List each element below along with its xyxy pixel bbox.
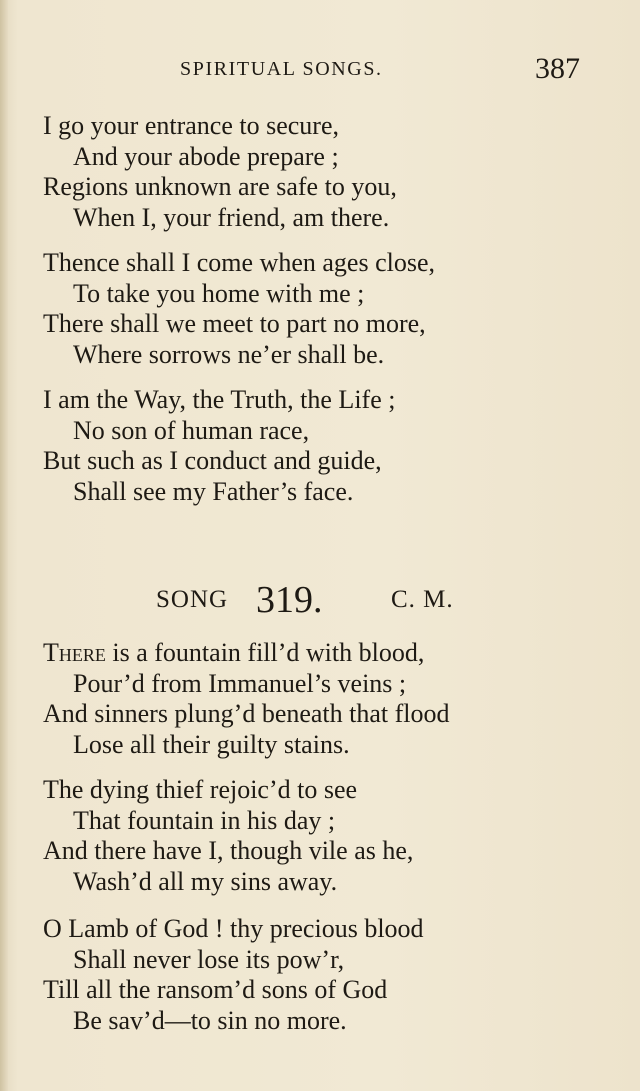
stanza-line: Shall see my Father’s face. <box>73 476 354 506</box>
stanza-line: And there have I, though vile as he, <box>43 836 414 865</box>
stanza-line: Lose all their guilty stains. <box>73 729 350 759</box>
stanza-line: When I, your friend, am there. <box>73 202 390 232</box>
song-first-word: There <box>43 638 106 667</box>
running-head: SPIRITUAL SONGS. <box>180 58 383 80</box>
song-first-line-rest: is a fountain fill’d with blood, <box>105 638 425 667</box>
stanza-line: Wash’d all my sins away. <box>73 866 338 896</box>
stanza-line: There shall we meet to part no more, <box>43 309 426 338</box>
stanza-line: O Lamb of God ! thy precious blood <box>43 914 424 943</box>
song-label: SONG <box>156 586 229 613</box>
stanza-line: Till all the ransom’d sons of God <box>43 975 388 1004</box>
stanza-line: Be sav’d—to sin no more. <box>73 1005 347 1035</box>
song-number: 319. <box>256 579 323 621</box>
song-stanza-1 <box>0 638 640 760</box>
stanza-line: I go your entrance to secure, <box>43 111 339 140</box>
song-meter: C. M. <box>391 586 454 613</box>
stanza-line: No son of human race, <box>73 415 310 445</box>
page-number: 387 <box>535 52 580 85</box>
stanza-3 <box>0 385 640 507</box>
stanza-line: Pour’d from Immanuel’s veins ; <box>73 668 407 698</box>
song-first-line <box>0 638 640 669</box>
song-stanza-2 <box>0 775 640 897</box>
stanza-line: I am the Way, the Truth, the Life ; <box>43 385 396 414</box>
stanza-line: And sinners plung’d beneath that flood <box>43 699 450 728</box>
song-heading <box>0 578 640 622</box>
stanza-line: The dying thief rejoic’d to see <box>43 775 358 804</box>
stanza-line: Shall never lose its pow’r, <box>73 944 345 974</box>
stanza-line: Thence shall I come when ages close, <box>43 248 436 277</box>
stanza-line: To take you home with me ; <box>73 278 365 308</box>
stanza-line: That fountain in his day ; <box>73 805 336 835</box>
page-header <box>0 52 640 86</box>
stanza-line: But such as I conduct and guide, <box>43 446 382 475</box>
stanza-2 <box>0 248 640 370</box>
stanza-line: Where sorrows ne’er shall be. <box>73 339 385 369</box>
song-stanza-3 <box>0 914 640 1036</box>
stanza-line: Regions unknown are safe to you, <box>43 172 397 201</box>
stanza-line: And your abode prepare ; <box>73 141 339 171</box>
stanza-1 <box>0 111 640 233</box>
